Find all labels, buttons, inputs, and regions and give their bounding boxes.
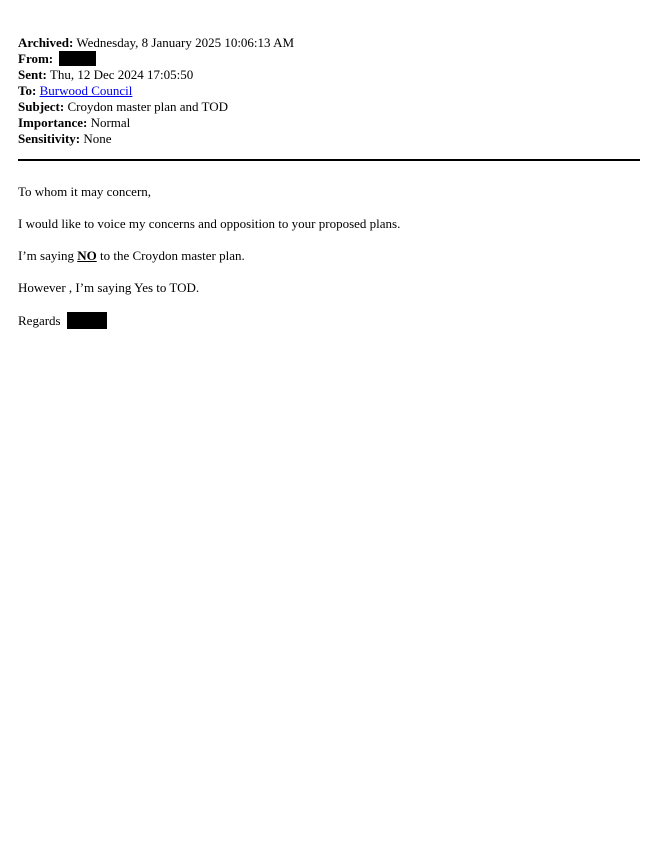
sensitivity-label: Sensitivity: xyxy=(18,131,81,146)
header-divider xyxy=(18,159,640,161)
to-label: To: xyxy=(18,83,37,98)
opposition-emphasis: NO xyxy=(77,248,97,263)
subject-label: Subject: xyxy=(18,99,65,114)
opposition-paragraph xyxy=(18,248,245,264)
importance-row xyxy=(18,115,294,131)
closing-text: Regards xyxy=(18,313,61,328)
sent-row xyxy=(18,67,294,83)
from-row xyxy=(18,51,294,67)
concerns-paragraph: I would like to voice my concerns and opposition to your proposed plans. xyxy=(18,216,401,231)
redacted-sender-block xyxy=(59,51,96,66)
redacted-signature-block xyxy=(67,312,107,329)
support-paragraph: However , I’m saying Yes to TOD. xyxy=(18,280,200,295)
closing-paragraph xyxy=(18,312,107,329)
importance-label: Importance: xyxy=(18,115,88,130)
archived-row xyxy=(18,35,294,51)
opposition-text-after: to the Croydon master plan. xyxy=(99,248,245,263)
from-label: From: xyxy=(18,51,54,66)
to-recipient-link[interactable]: Burwood Council xyxy=(39,83,133,98)
to-row xyxy=(18,83,294,99)
sensitivity-row xyxy=(18,131,294,147)
email-headers xyxy=(18,35,294,147)
subject-value: Croydon master plan and TOD xyxy=(67,99,229,114)
sensitivity-value: None xyxy=(83,131,112,146)
archived-label: Archived: xyxy=(18,35,74,50)
importance-value: Normal xyxy=(90,115,131,130)
greeting-paragraph: To whom it may concern, xyxy=(18,184,152,199)
opposition-text-before: I’m saying xyxy=(18,248,74,263)
sent-label: Sent: xyxy=(18,67,47,82)
subject-row xyxy=(18,99,294,115)
archived-value: Wednesday, 8 January 2025 10:06:13 AM xyxy=(76,35,295,50)
sent-value: Thu, 12 Dec 2024 17:05:50 xyxy=(49,67,194,82)
